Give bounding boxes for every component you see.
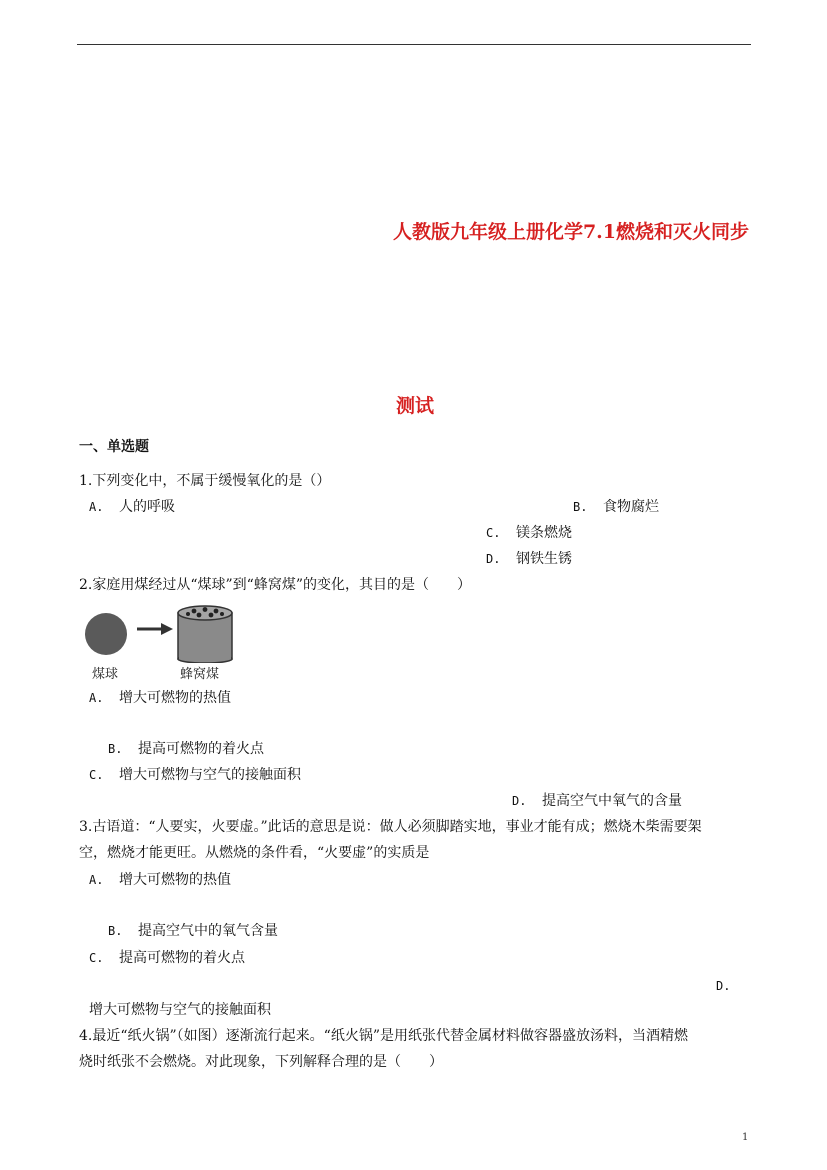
option-key: D. (512, 794, 527, 808)
coal-ball-figure (85, 613, 127, 655)
q1-option-d[interactable] (486, 552, 572, 566)
option-text: 提高空气中氧气的含量 (542, 793, 682, 809)
q3-option-d-text[interactable]: 增大可燃物与空气的接触面积 (89, 1002, 271, 1018)
q2-option-a[interactable] (89, 691, 231, 705)
option-text: 镁条燃烧 (516, 525, 572, 541)
arrow-right-icon (137, 622, 173, 636)
option-text: 增大可燃物与空气的接触面积 (119, 767, 301, 783)
option-key: C. (89, 768, 104, 782)
option-text: 增大可燃物的热值 (119, 872, 231, 888)
q2-option-c[interactable] (89, 768, 301, 782)
page-number: 1 (742, 1132, 749, 1143)
option-key: A. (89, 500, 104, 514)
q4-stem-line2: 烧时纸张不会燃烧。对此现象，下列解释合理的是（ ） (79, 1054, 443, 1070)
option-key: A. (89, 873, 104, 887)
option-text: 提高空气中的氧气含量 (138, 923, 278, 939)
option-text: 人的呼吸 (119, 499, 175, 515)
q1-option-b[interactable] (573, 500, 659, 514)
option-text: 钢铁生锈 (516, 551, 572, 567)
option-key: D. (716, 979, 731, 993)
option-key: C. (486, 526, 501, 540)
q2-stem: 2.家庭用煤经过从“煤球”到“蜂窝煤”的变化，其目的是（ ） (79, 577, 471, 593)
q3-stem-line2: 空，燃烧才能更旺。从燃烧的条件看，“火要虚”的实质是 (79, 845, 430, 861)
q3-stem-line1: 3.古语道：“人要实，火要虚。”此话的意思是说：做人必须脚踏实地，事业才能有成；燃烧木柴需要架 (79, 819, 702, 835)
q3-option-b[interactable] (108, 924, 278, 938)
q2-option-d[interactable] (512, 794, 682, 808)
q4-stem-line1: 4.最近“纸火锅”（如图）逐渐流行起来。“纸火锅”是用纸张代替金属材料做容器盛放汤料，当酒精燃 (79, 1028, 688, 1044)
option-key: A. (89, 691, 104, 705)
header-rule (77, 44, 751, 45)
q1-stem: 1.下列变化中，不属于缓慢氧化的是（） (79, 473, 331, 489)
q2-option-b[interactable] (108, 742, 264, 756)
option-text: 食物腐烂 (603, 499, 659, 515)
section-heading: 一、单选题 (79, 439, 149, 455)
option-key: B. (573, 500, 588, 514)
doc-title-line1: 人教版九年级上册化学7.1燃烧和灭火同步 (392, 221, 749, 243)
option-key: B. (108, 924, 123, 938)
q1-option-c[interactable] (486, 526, 572, 540)
q1-option-a[interactable] (89, 500, 175, 514)
q3-option-a[interactable] (89, 873, 231, 887)
option-key: B. (108, 742, 123, 756)
doc-title-line2: 测试 (396, 395, 435, 417)
coal-ball-label: 煤球 (92, 667, 119, 682)
option-text: 增大可燃物的热值 (119, 690, 231, 706)
honeycomb-coal-label: 蜂窝煤 (180, 667, 220, 682)
option-text: 提高可燃物的着火点 (138, 741, 264, 757)
q3-option-d-key[interactable] (716, 979, 746, 993)
option-key: D. (486, 552, 501, 566)
honeycomb-coal-figure (176, 605, 234, 663)
option-text: 提高可燃物的着火点 (119, 950, 245, 966)
option-key: C. (89, 951, 104, 965)
q3-option-c[interactable] (89, 951, 245, 965)
